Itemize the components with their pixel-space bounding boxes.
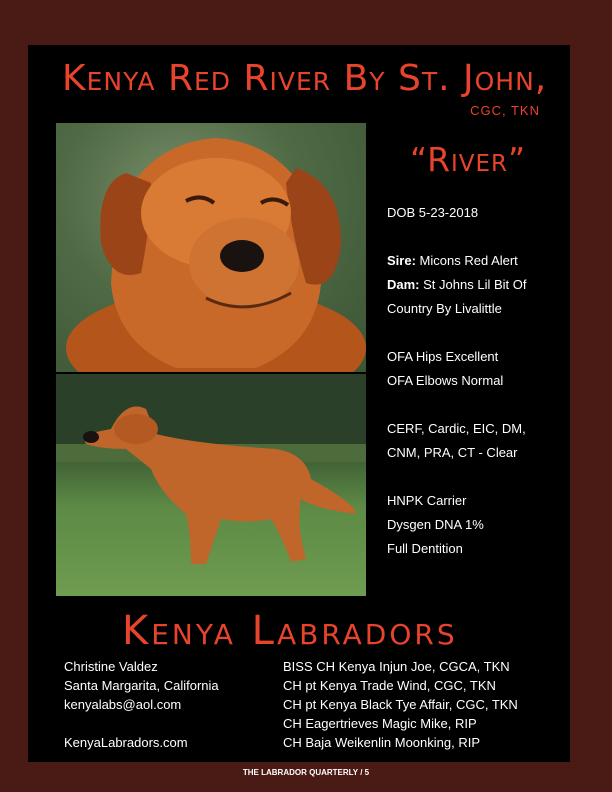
dam-label: Dam: (387, 277, 420, 292)
contact-block (64, 657, 219, 752)
kennel-name: Kenya Labradors (122, 608, 458, 654)
dog-headshot-image (56, 123, 366, 372)
notable-dog: BISS CH Kenya Injun Joe, CGCA, TKN (283, 659, 510, 674)
dam-value-continued: Country By Livalittle (387, 301, 502, 316)
clearances-line-2: CNM, PRA, CT - Clear (387, 445, 518, 460)
dog-name-title: Kenya Red River By St. John, (62, 58, 548, 99)
health-hips: OFA Hips Excellent (387, 349, 499, 364)
sire-label: Sire: (387, 253, 416, 268)
dob: DOB 5-23-2018 (387, 205, 479, 220)
dog-stack-image (56, 374, 366, 596)
dog-stack-photo (56, 374, 366, 596)
genetics-dentition: Full Dentition (387, 541, 463, 556)
notable-dog: CH Baja Weikenlin Moonking, RIP (283, 735, 481, 750)
genetics-hnpk: HNPK Carrier (387, 493, 467, 508)
notable-dog: CH Eagertrieves Magic Mike, RIP (283, 716, 477, 731)
call-name: “River” (410, 140, 527, 179)
dog-headshot-photo (56, 123, 366, 372)
sire-line (387, 249, 518, 273)
notable-dog: CH pt Kenya Black Tye Affair, CGC, TKN (283, 697, 518, 712)
contact-website: KenyaLabradors.com (64, 735, 188, 750)
genetics-dysgen: Dysgen DNA 1% (387, 517, 484, 532)
dam-value: St Johns Lil Bit Of (423, 277, 527, 292)
contact-email: kenyalabs@aol.com (64, 697, 182, 712)
dam-line (387, 273, 526, 297)
contact-person: Christine Valdez (64, 659, 158, 674)
health-elbows: OFA Elbows Normal (387, 373, 504, 388)
sire-value: Micons Red Alert (419, 253, 518, 268)
dog-titles: CGC, TKN (470, 103, 540, 118)
contact-location: Santa Margarita, California (64, 678, 219, 693)
notable-dogs-list (283, 657, 518, 752)
clearances-line-1: CERF, Cardic, EIC, DM, (387, 421, 526, 436)
notable-dog: CH pt Kenya Trade Wind, CGC, TKN (283, 678, 496, 693)
page-footer: THE LABRADOR QUARTERLY / 5 (242, 768, 370, 777)
